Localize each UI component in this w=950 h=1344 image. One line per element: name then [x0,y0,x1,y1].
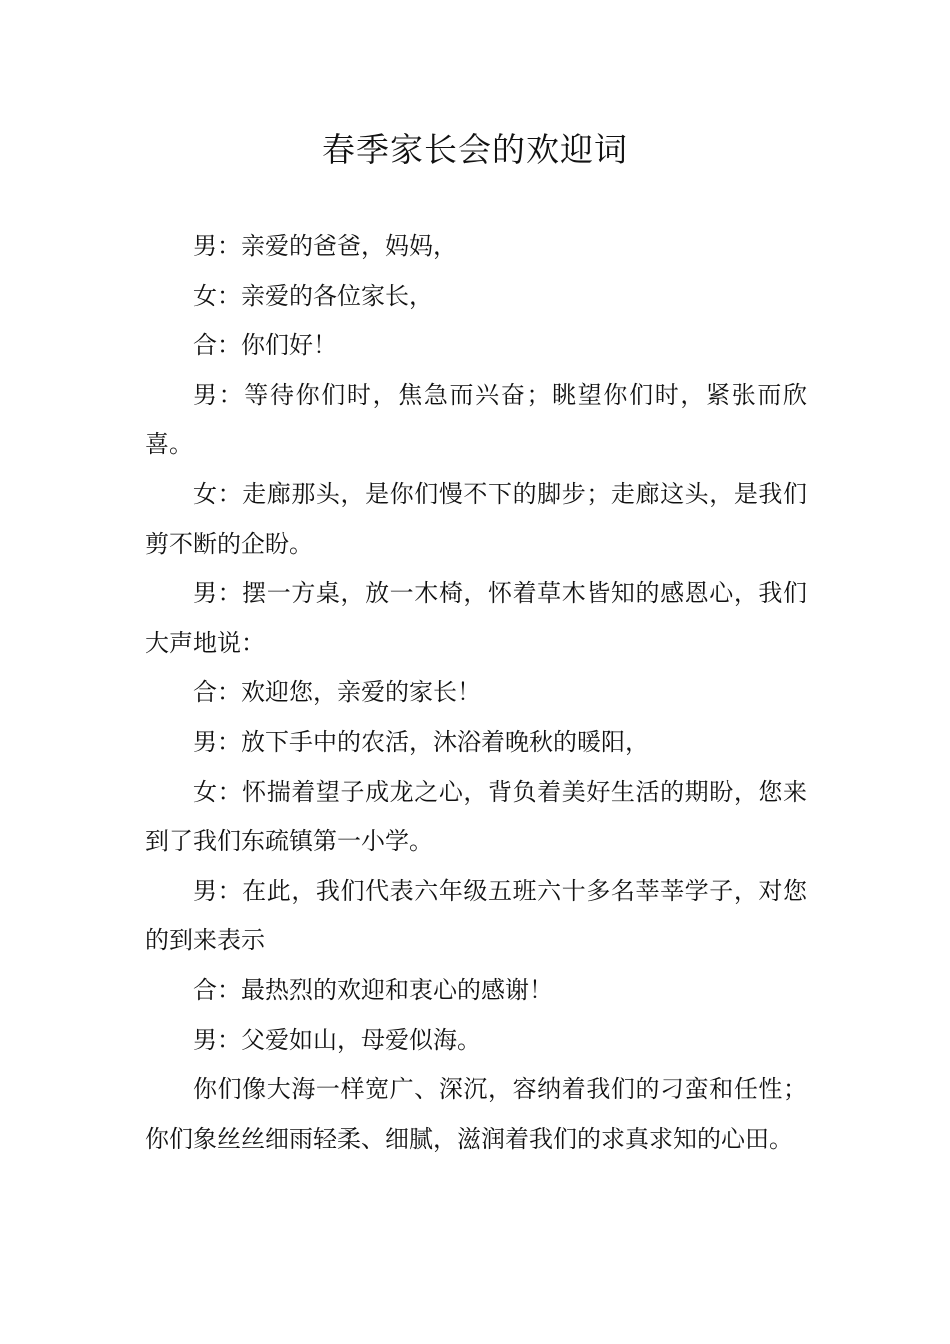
document-title: 春季家长会的欢迎词 [322,130,628,169]
paragraph: 男：在此，我们代表六年级五班六十多名莘莘学子，对您的到来表示 [145,876,807,955]
paragraph: 女：走廊那头，是你们慢不下的脚步；走廊这头，是我们剪不断的企盼。 [145,479,807,558]
paragraph: 男：放下手中的农活，沐浴着晚秋的暖阳， [193,727,649,756]
paragraph: 男：等待你们时，焦急而兴奋；眺望你们时，紧张而欣喜。 [145,380,807,459]
document-body [145,222,807,1164]
paragraph: 男：父爱如山，母爱似海。 [193,1025,481,1054]
paragraph: 女：怀揣着望子成龙之心，背负着美好生活的期盼，您来到了我们东疏镇第一小学。 [145,777,807,856]
paragraph: 男：亲爱的爸爸，妈妈， [193,232,457,260]
paragraph: 合：欢迎您，亲爱的家长！ [193,678,481,707]
paragraph: 合：你们好！ [193,331,337,360]
paragraph: 女：亲爱的各位家长， [193,281,433,310]
paragraph: 你们像大海一样宽广、深沉，容纳着我们的刁蛮和任性；你们象丝丝细雨轻柔、细腻，滋润着我们的求真求知的心田。 [145,1075,807,1153]
paragraph: 男：摆一方桌，放一木椅，怀着草木皆知的感恩心，我们大声地说： [145,579,807,657]
paragraph: 合：最热烈的欢迎和衷心的感谢！ [193,975,553,1004]
